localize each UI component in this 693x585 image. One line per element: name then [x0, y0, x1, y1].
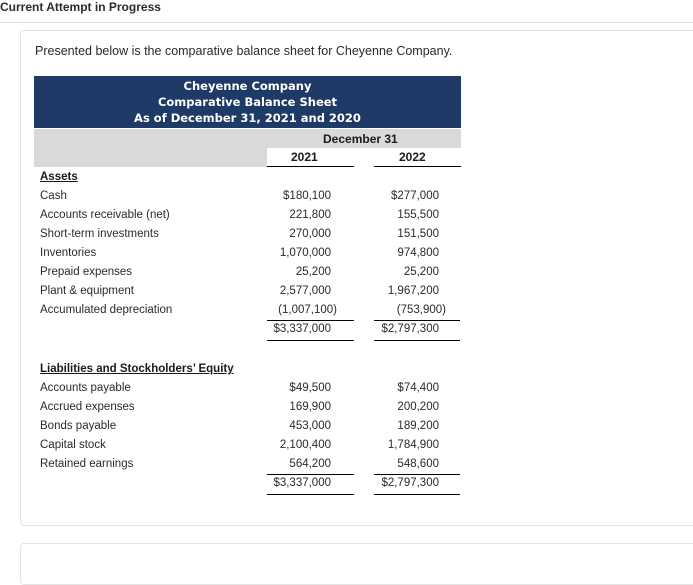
- asset-row-2021: 221,800: [289, 209, 331, 221]
- asset-row-2021: $180,100: [283, 190, 331, 202]
- asset-row-label: Prepaid expenses: [40, 266, 133, 278]
- liability-row-2021: $49,500: [289, 382, 331, 394]
- assets-total-2021: $3,337,000: [273, 323, 331, 335]
- assets-heading: Assets: [40, 171, 78, 183]
- asset-row-2022: 155,500: [397, 209, 439, 221]
- asset-row-label: Accumulated depreciation: [40, 304, 173, 316]
- attempt-status-label: Current Attempt in Progress: [0, 0, 161, 14]
- company-name: Cheyenne Company: [183, 79, 312, 93]
- question-intro: Presented below is the comparative balance sheet for Cheyenne Company.: [35, 44, 453, 58]
- asset-row-2022: $277,000: [391, 190, 439, 202]
- liability-row-2022: $74,400: [397, 382, 439, 394]
- subtotal-rule: [267, 474, 354, 475]
- asset-row-2021: 1,070,000: [279, 247, 331, 259]
- asset-row-2021: 2,577,000: [279, 285, 331, 297]
- liabilities-total-2022: $2,797,300: [381, 477, 439, 489]
- next-question-card: [20, 543, 693, 585]
- asset-row-2021: (1,007,100): [278, 304, 337, 316]
- liability-row-2021: 169,900: [289, 401, 331, 413]
- asset-row-2021: 270,000: [289, 228, 331, 240]
- column-header: [34, 129, 461, 167]
- liability-row-2022: 548,600: [397, 458, 439, 470]
- balance-sheet-title-block: [34, 76, 461, 128]
- year-2022-header: 2022: [399, 150, 426, 164]
- top-bar: [0, 0, 693, 23]
- total-rule: [374, 340, 460, 341]
- subtotal-rule: [374, 320, 460, 321]
- asset-row-2021: 25,200: [295, 266, 331, 278]
- liabilities-heading: Liabilities and Stockholders’ Equity: [40, 363, 234, 375]
- sheet-title: Comparative Balance Sheet: [157, 95, 338, 109]
- asset-row-label: Accounts receivable (net): [40, 209, 170, 221]
- asset-row-label: Inventories: [40, 247, 97, 259]
- liability-row-2022: 1,784,900: [387, 439, 439, 451]
- question-card: [20, 30, 693, 526]
- liabilities-total-2021: $3,337,000: [273, 477, 331, 489]
- total-rule: [267, 494, 354, 495]
- liability-row-2021: 2,100,400: [279, 439, 331, 451]
- year-2022-rule: [374, 166, 461, 167]
- asset-row-2022: 1,967,200: [387, 285, 439, 297]
- asset-row-label: Cash: [40, 190, 67, 202]
- liability-row-label: Bonds payable: [40, 420, 117, 432]
- asset-row-2022: 151,500: [397, 228, 439, 240]
- asset-row-label: Plant & equipment: [40, 285, 134, 297]
- asset-row-2022: (753,900): [396, 304, 446, 316]
- year-header-row: [267, 148, 461, 167]
- total-rule: [374, 494, 460, 495]
- subtotal-rule: [267, 320, 354, 321]
- liability-row-2021: 564,200: [289, 458, 331, 470]
- assets-total-2022: $2,797,300: [381, 323, 439, 335]
- liability-row-label: Retained earnings: [40, 458, 134, 470]
- year-2021-rule: [267, 166, 354, 167]
- subtotal-rule: [374, 474, 460, 475]
- liability-row-label: Accrued expenses: [40, 401, 135, 413]
- liability-row-label: Accounts payable: [40, 382, 131, 394]
- sheet-date-line: As of December 31, 2021 and 2020: [134, 111, 361, 125]
- liability-row-label: Capital stock: [40, 439, 106, 451]
- asset-row-2022: 974,800: [397, 247, 439, 259]
- year-2021-header: 2021: [291, 150, 318, 164]
- asset-row-2022: 25,200: [403, 266, 439, 278]
- liability-row-2022: 200,200: [397, 401, 439, 413]
- total-rule: [267, 340, 354, 341]
- liability-row-2022: 189,200: [397, 420, 439, 432]
- column-group-label: December 31: [323, 132, 398, 146]
- liability-row-2021: 453,000: [289, 420, 331, 432]
- asset-row-label: Short-term investments: [40, 228, 159, 240]
